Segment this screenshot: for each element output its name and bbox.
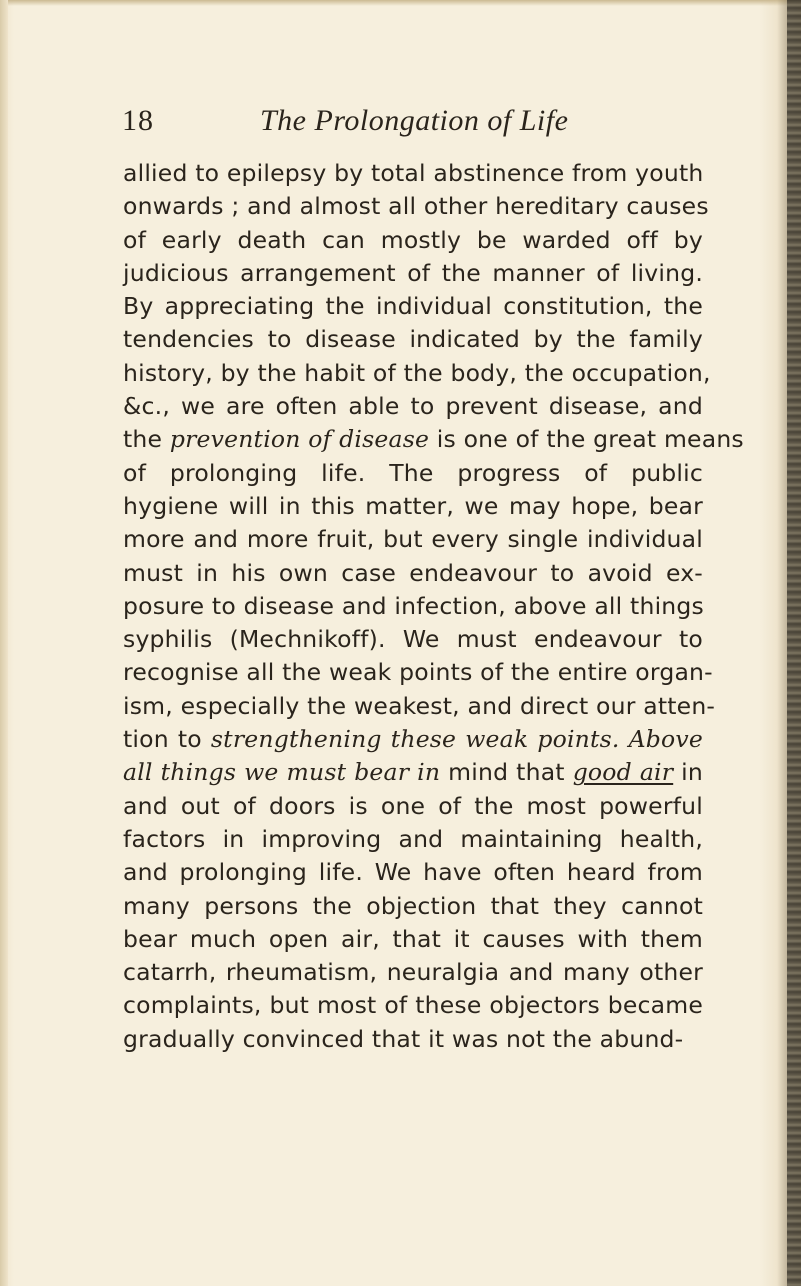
page-top-shadow xyxy=(0,0,801,6)
text-line xyxy=(123,923,703,956)
text-line xyxy=(123,390,703,423)
text-segment: and prolonging life. We have often heard from xyxy=(123,858,703,887)
text-segment: syphilis (Mechnikoff). We must endeavour to xyxy=(123,625,703,654)
page-number: 18 xyxy=(122,104,154,137)
text-segment: many persons the objection that they cannot xyxy=(123,891,703,920)
text-line xyxy=(123,756,703,789)
text-line xyxy=(123,1023,703,1056)
text-segment: more and more fruit, but every single individual xyxy=(123,525,703,554)
text-segment: bear much open air, that it causes with them xyxy=(123,924,703,953)
text-line xyxy=(123,290,703,323)
emphasized-text: good air xyxy=(572,758,674,787)
text-line xyxy=(123,690,716,723)
text-segment: &c., we are often able to prevent disease, and xyxy=(123,392,703,421)
text-segment: of early death can mostly be warded off by xyxy=(123,225,703,254)
text-segment: recognise all the weak points of the entire organ- xyxy=(123,658,713,687)
page-edge-shadow xyxy=(777,0,787,1286)
text-line xyxy=(123,423,744,456)
text-segment: mind that xyxy=(440,758,573,787)
text-segment: is one of the great means xyxy=(429,425,744,454)
text-segment: complaints, but most of these objectors became xyxy=(123,991,703,1020)
running-title: The Prolongation of Life xyxy=(260,104,569,137)
text-segment: By appreciating the individual constitution, the xyxy=(123,292,703,321)
binding-edge xyxy=(0,0,8,1286)
text-segment: factors in improving and maintaining health, xyxy=(123,824,703,853)
text-segment: ism, especially the weakest, and direct our atten- xyxy=(123,691,716,720)
text-segment: judicious arrangement of the manner of living. xyxy=(123,258,703,287)
text-segment: and out of doors is one of the most powerful xyxy=(123,791,703,820)
text-segment: hygiene will in this matter, we may hope, bear xyxy=(123,491,703,520)
text-line xyxy=(123,590,703,623)
text-segment: history, by the habit of the body, the occupation, xyxy=(123,358,711,387)
text-line xyxy=(123,890,703,923)
text-segment: gradually convinced that it was not the abund- xyxy=(123,1024,684,1053)
emphasized-text: strengthening these weak points. xyxy=(210,725,620,754)
text-segment: tendencies to disease indicated by the family xyxy=(123,325,703,354)
text-line xyxy=(123,823,703,856)
text-segment xyxy=(620,725,629,753)
text-line xyxy=(123,723,703,756)
text-line xyxy=(123,157,703,190)
emphasized-text: Above xyxy=(628,725,703,754)
text-line xyxy=(123,623,703,656)
text-line xyxy=(123,989,703,1022)
text-line xyxy=(123,523,703,556)
text-segment: must in his own case endeavour to avoid ex- xyxy=(123,558,703,587)
emphasized-text: prevention of disease xyxy=(169,425,430,454)
text-segment: of prolonging life. The progress of public xyxy=(123,458,703,487)
text-line xyxy=(123,656,713,689)
text-segment: onwards ; and almost all other hereditary causes xyxy=(123,192,709,221)
text-segment: the xyxy=(123,425,170,454)
emphasized-text: all things we must bear in xyxy=(123,758,441,787)
text-segment: catarrh, rheumatism, neuralgia and many other xyxy=(123,958,703,987)
text-segment: allied to epilepsy by total abstinence from youth xyxy=(123,159,704,187)
text-segment: in xyxy=(673,758,703,787)
body-text xyxy=(123,157,744,1056)
text-line xyxy=(123,357,711,390)
text-segment: tion to xyxy=(123,725,211,754)
text-line xyxy=(123,557,703,590)
text-line xyxy=(123,224,703,257)
text-line xyxy=(123,457,703,490)
text-line xyxy=(123,257,703,290)
text-line xyxy=(123,190,709,223)
text-line xyxy=(123,790,703,823)
running-header xyxy=(122,100,702,142)
page-right-edge xyxy=(787,0,801,1286)
text-line xyxy=(123,490,703,523)
text-line xyxy=(123,323,703,356)
text-line xyxy=(123,956,703,989)
text-line xyxy=(123,856,703,889)
text-segment: posure to disease and infection, above all things xyxy=(123,591,704,620)
